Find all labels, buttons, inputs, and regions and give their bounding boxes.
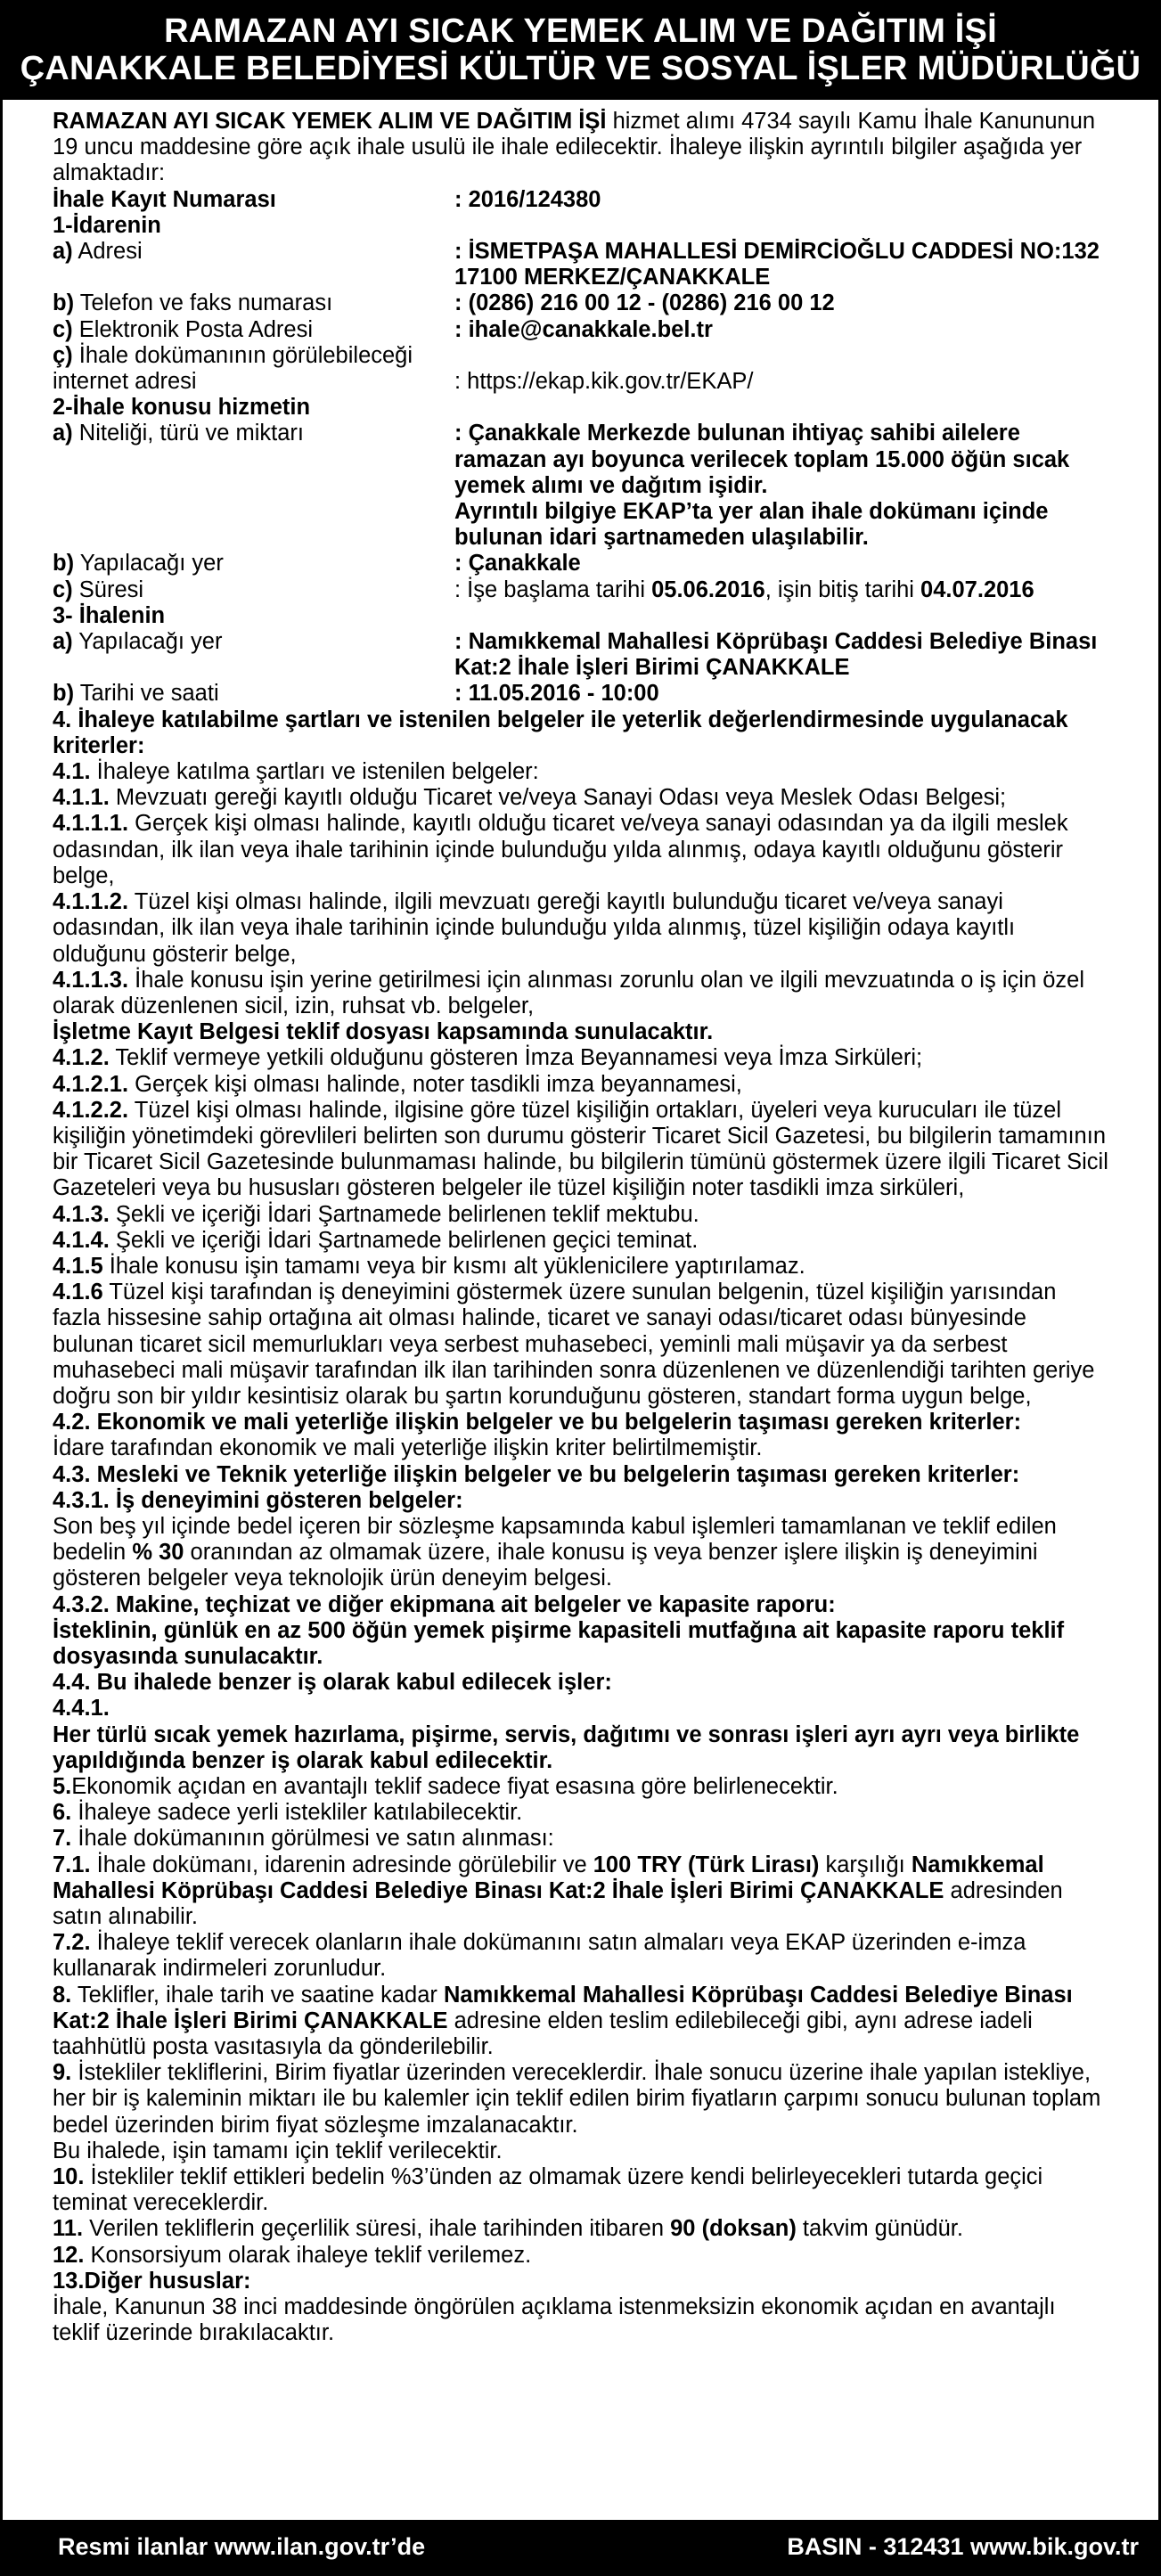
section-number: 6. (53, 1800, 72, 1826)
section-4-4-1-text: Her türlü sıcak yemek hazırlama, pişirme, servis, dağıtımı ve sonrası işleri ayrı ayrı veya birlikte yapıldığında benzer iş olarak kabul edilecektir. (53, 1721, 1080, 1773)
section-number: 4.1.5 (53, 1253, 103, 1279)
section-11 (53, 2216, 1108, 2242)
section-9-note: Bu ihalede, işin tamamı için teklif verilecektir. (53, 2138, 503, 2163)
idare-dokuman-text-2: internet adresi (53, 369, 197, 395)
idare-adres-label (53, 239, 454, 290)
ihale-heading: 3- İhalenin (53, 602, 166, 628)
konu-sure-text: Süresi (72, 577, 144, 602)
section-number: 4.1. (53, 759, 91, 785)
section-number: 11. (53, 2216, 84, 2242)
section-text: İhaleye katılma şartları ve istenilen belgeler: (90, 759, 539, 785)
section-text: adresinden satın alınabilir. (53, 1877, 1063, 1930)
section-text: Tüzel kişi olması halinde, ilgili mevzuatı gereği kayıtlı bulunduğu ticaret ve/veya sanayi odasından, ilk ilan veya ihale tarihinin içinde bulunduğu yılda alınmış, tüzel kişiliğin odaya kayıtlı olduğunu gösterir belge, (53, 889, 1016, 967)
section-4-1-3 (53, 1202, 1108, 1228)
section-4-3-2-text: İsteklinin, günlük en az 500 öğün yemek pişirme kapasiteli mutfağına ait kapasite raporu teklif dosyasında sunulacaktır. (53, 1617, 1065, 1669)
document-price: 100 TRY (Türk Lirası) (593, 1852, 820, 1877)
idare-tel-label (53, 290, 454, 316)
section-4-3-1-heading: 4.3.1. İş deneyimini gösteren belgeler: (53, 1487, 463, 1513)
section-number: 4.1.1.1. (53, 811, 129, 837)
section-number: 5. (53, 1774, 72, 1799)
section-number: 12. (53, 2242, 85, 2268)
idare-dokuman-label (53, 343, 454, 395)
section-text: Tüzel kişi tarafından iş deneyimini göstermek üzere sunulan belgenin, tüzel kişiliğin yarısından fazla hissesine sahip ortağına ait olması halinde, ticaret ve sanayi odası/ticaret odası bünyesinde bulunan ticaret sicil memurlukları veya serbest muhasebeci, yeminli mali müşavir ya da serbest muhasebeci mali müşavir tarafından ilk ilan tarihinden sonra düzenlenen ve düzenlendiği tarihten geriye doğru son bir yıldır kesintisiz olarak bu şartın korunduğunu gösteren, standart forma uygun belge, (53, 1280, 1095, 1409)
idare-tel-key: b) (53, 290, 75, 316)
konu-yer-value: : Çanakkale (454, 551, 581, 577)
ihale-yer-key: a) (53, 629, 73, 655)
section-text: Ekonomik açıdan en avantajlı teklif sadece fiyat esasına göre belirlenecektir. (71, 1774, 838, 1799)
section-number: 4.1.6 (53, 1280, 103, 1305)
idare-dokuman-key: ç) (53, 342, 73, 368)
section-text: Verilen tekliflerin geçerlilik süresi, ihale tarihinden itibaren (83, 2216, 671, 2242)
idare-eposta-text: Elektronik Posta Adresi (72, 316, 313, 342)
intro-bold: RAMAZAN AYI SICAK YEMEK ALIM VE DAĞITIM İŞİ (53, 109, 607, 134)
section-text: Gerçek kişi olması halinde, noter tasdikli imza beyannamesi, (128, 1071, 742, 1097)
section-4-1-6 (53, 1280, 1108, 1410)
section-number: 10. (53, 2164, 85, 2190)
section-4-4-1-heading: 4.4.1. (53, 1696, 110, 1721)
section-text: Teklifler, ihale tarih ve saatine kadar (71, 1982, 444, 2008)
intro-paragraph (53, 109, 1108, 187)
section-number: 7.2. (53, 1930, 91, 1956)
ihale-yer-label (53, 629, 454, 681)
idare-adres-value: : İSMETPAŞA MAHALLESİ DEMİRCİOĞLU CADDESİ NO:132 17100 MERKEZ/ÇANAKKALE (454, 239, 1100, 290)
section-7-1 (53, 1852, 1108, 1931)
konu-sure-key: c) (53, 577, 73, 602)
konu-sure-label (53, 577, 454, 603)
konu-nitelik-label (53, 421, 454, 551)
section-4-4-heading: 4.4. Bu ihalede benzer iş olarak kabul edilecek işler: (53, 1670, 612, 1696)
section-text: karşılığı (819, 1852, 912, 1877)
section-4-1-1 (53, 785, 1108, 811)
kayit-label: İhale Kayıt Numarası (53, 186, 276, 212)
idare-dokuman-value: : https://ekap.kik.gov.tr/EKAP/ (454, 369, 754, 395)
section-5 (53, 1774, 1108, 1800)
section-text: oranından az olmamak üzere, ihale konusu iş veya benzer işlere ilişkin iş deneyimini gösteren belgeler veya teknolojik ürün deneyim belgesi. (53, 1540, 1038, 1591)
section-number: 4.1.2. (53, 1045, 110, 1071)
section-text: İhale dokümanının görülmesi ve satın alınması: (71, 1826, 554, 1852)
section-text: Konsorsiyum olarak ihaleye teklif verilemez. (84, 2242, 532, 2268)
section-4-1-5 (53, 1254, 1108, 1280)
section-8 (53, 1983, 1108, 2061)
konu-nitelik-text: Niteliği, türü ve miktarı (72, 421, 305, 446)
konu-nitelik-value (454, 421, 1108, 551)
idare-tel-text: Telefon ve faks numarası (74, 290, 333, 316)
section-text: İhale konusu işin tamamı veya bir kısmı alt yüklenicilere yaptırılamaz. (102, 1253, 805, 1279)
section-13-heading: 13.Diğer hususlar: (53, 2268, 251, 2294)
konu-nitelik-value-1: : Çanakkale Merkezde bulunan ihtiyaç sahibi ailelere ramazan ayı boyunca verilecek toplam 15.000 öğün sıcak yemek alımı ve dağıtım işidir. (454, 421, 1070, 498)
ihale-yer-text: Yapılacağı yer (72, 629, 223, 655)
konu-nitelik-value-2: Ayrıntılı bilgiye EKAP’ta yer alan ihale dokümanı içinde bulunan idari şartnameden ulaşılabilir. (454, 499, 1049, 551)
section-text: İhale konusu işin yerine getirilmesi için alınması zorunlu olan ve ilgili mevzuatında o iş için özel olarak düzenlenen sicil, izin, ruhsat vb. belgeler, (53, 967, 1085, 1018)
section-text: Mevzuatı gereği kayıtlı olduğu Ticaret ve/veya Sanayi Odası veya Meslek Odası Belgesi; (109, 785, 1007, 811)
section-text: İstekliler tekliflerini, Birim fiyatlar üzerinden vereceklerdir. İhale sonucu üzerine ihale yapılan istekliye, her bir iş kaleminin miktarı ile bu kalemler için teklif edilen birim fiyatların çarpımı sonucu bulunan toplam bedel üzerinden birim fiyat sözleşme imzalanacaktır. (53, 2060, 1101, 2138)
idare-eposta-label (53, 317, 454, 343)
section-text: İhale dokümanı, idarenin adresinde görülebilir ve (90, 1852, 593, 1877)
section-13-text: İhale, Kanunun 38 inci maddesinde öngörülen açıklama istenmeksizin ekonomik açıdan en avantajlı teklif üzerinde bırakılacaktır. (53, 2294, 1056, 2346)
section-number: 9. (53, 2060, 72, 2086)
section-4-heading: 4. İhaleye katılabilme şartları ve istenilen belgeler ile yeterlik değerlendirmesinde uygulanacak kriterler: (53, 707, 1068, 758)
konu-yer-key: b) (53, 551, 75, 577)
ad-header (3, 0, 1158, 100)
section-text: İstekliler teklif ettikleri bedelin %3’ünden az olmamak üzere kendi belirleyecekleri tutarda geçici teminat vereceklerdir. (53, 2164, 1043, 2216)
section-number: 4.1.2.1. (53, 1071, 129, 1097)
header-title-line-2: ÇANAKKALE BELEDİYESİ KÜLTÜR VE SOSYAL İŞLER MÜDÜRLÜĞÜ (20, 50, 1141, 87)
idare-adres-text: Adresi (72, 239, 143, 265)
footer-left-text: Resmi ilanlar www.ilan.gov.tr’de (58, 2532, 426, 2560)
intro-text: hizmet alımı 4734 sayılı Kamu İhale Kanununun 19 uncu maddesine göre açık ihale usulü ile ihale edilecektir. İhaleye ilişkin ayrıntılı bilgiler aşağıda yer almaktadır: (53, 109, 1096, 186)
konu-sure-start-date: 05.06.2016 (651, 577, 765, 602)
section-text: Şekli ve içeriği İdari Şartnamede belirlenen geçici teminat. (109, 1227, 699, 1253)
konu-yer-text: Yapılacağı yer (74, 551, 224, 577)
ihale-tarih-text: Tarihi ve saati (74, 681, 219, 707)
section-10 (53, 2164, 1108, 2216)
section-4-3-2-heading: 4.3.2. Makine, teçhizat ve diğer ekipmana ait belgeler ve kapasite raporu: (53, 1591, 836, 1617)
section-text: Gerçek kişi olması halinde, kayıtlı olduğu ticaret ve/veya sanayi odasından ya da ilgili meslek odasından, ilk ilan veya ihale tarihinin içinde bulunduğu yılda alınmış, odaya kayıtlı olduğunu gösterir belge, (53, 811, 1068, 888)
kayit-value: : 2016/124380 (454, 186, 601, 212)
section-text: İhaleye teklif verecek olanların ihale dokümanını satın almaları veya EKAP üzerinden e-imza kullanarak indirmeleri zorunludur. (53, 1930, 1026, 1982)
section-number: 4.1.1.3. (53, 967, 129, 993)
section-number: 7.1. (53, 1852, 91, 1877)
idare-heading: 1-İdarenin (53, 212, 161, 238)
section-text: İhaleye sadece yerli istekliler katılabilecektir. (71, 1800, 523, 1826)
section-12 (53, 2243, 1108, 2269)
section-text: Son beş yıl içinde bedel içeren bir sözleşme kapsamında kabul işlemleri tamamlanan ve teklif edilen bedelin (53, 1513, 1057, 1566)
section-number: 4.1.2.2. (53, 1097, 129, 1123)
section-9 (53, 2060, 1108, 2138)
konu-yer-label (53, 551, 454, 577)
section-4-1-1-2 (53, 889, 1108, 968)
ad-body (3, 100, 1158, 2346)
section-4-1-2 (53, 1045, 1108, 1071)
konu-heading: 2-İhale konusu hizmetin (53, 395, 311, 421)
header-title-line-1: RAMAZAN AYI SICAK YEMEK ALIM VE DAĞITIM İŞİ (164, 12, 997, 50)
section-text: adresine elden teslim edilebileceği gibi, aynı adrese iadeli taahhütlü posta vasıtasıyla da gönderilebilir. (53, 2008, 1033, 2060)
section-number: 8. (53, 1982, 72, 2008)
section-4-1 (53, 759, 1108, 785)
konu-nitelik-key: a) (53, 421, 73, 446)
footer-right-text: BASIN - 312431 www.bik.gov.tr (787, 2532, 1139, 2560)
section-4-1-2-1 (53, 1072, 1108, 1098)
section-6 (53, 1800, 1108, 1826)
idare-tel-value: : (0286) 216 00 12 - (0286) 216 00 12 (454, 290, 835, 316)
section-4-3-1-text (53, 1514, 1108, 1592)
section-7 (53, 1826, 1108, 1852)
purchase-address: Namıkkemal Mahallesi Köprübaşı Caddesi Belediye Binası Kat:2 İhale İşleri Birimi ÇANAKKALE (53, 1852, 1044, 1903)
tender-details (53, 187, 1108, 707)
section-4-1-2-2 (53, 1098, 1108, 1202)
section-number: 4.1.4. (53, 1227, 110, 1253)
ihale-tarih-value: : 11.05.2016 - 10:00 (454, 681, 659, 707)
percentage-value: % 30 (132, 1540, 184, 1566)
section-text: Tüzel kişi olması halinde, ilgisine göre tüzel kişiliğin ortakları, üyeleri veya kurucuları ile tüzel kişiliğin yönetimdeki görevlileri belirten son durumu gösterir Ticaret Sicil Gazetesi, bu bilgilerin tamamının bir Ticaret Sicil Gazetesinde bulunmaması halinde, bu bilgilerin tümünü göstermek üzere ilgili Ticaret Sicil Gazeteleri veya bu hususları gösteren belgeler ile tüzel kişiliğin noter tasdikli imza sirküleri, (53, 1097, 1108, 1201)
idare-eposta-key: c) (53, 316, 73, 342)
section-text: Şekli ve içeriği İdari Şartnamede belirlenen teklif mektubu. (109, 1201, 699, 1227)
submission-address: Namıkkemal Mahallesi Köprübaşı Caddesi Belediye Binası Kat:2 İhale İşleri Birimi ÇANAKKALE (53, 1982, 1073, 2033)
section-number: 4.1.3. (53, 1201, 110, 1227)
section-4-1-1-1 (53, 811, 1108, 889)
section-7-2 (53, 1930, 1108, 1982)
section-number: 7. (53, 1826, 72, 1852)
ad-footer (3, 2520, 1158, 2573)
idare-dokuman-text-1: İhale dokümanının görülebileceği (72, 342, 413, 368)
section-number: 4.1.1. (53, 785, 110, 811)
section-text: Teklif vermeye yetkili olduğunu gösteren İmza Beyannamesi veya İmza Sirküleri; (109, 1045, 923, 1071)
section-4-1-1-3 (53, 968, 1108, 1019)
section-4-2-text: İdare tarafından ekonomik ve mali yeterliğe ilişkin kriter belirtilmemiştir. (53, 1435, 763, 1461)
validity-period: 90 (doksan) (670, 2216, 797, 2242)
konu-sure-start-label: : İşe başlama tarihi (454, 577, 652, 602)
konu-sure-end-date: 04.07.2016 (920, 577, 1034, 602)
konu-sure-value (454, 577, 1108, 603)
section-number: 4.1.1.2. (53, 889, 129, 915)
ihale-tarih-key: b) (53, 681, 75, 707)
section-4-2-heading: 4.2. Ekonomik ve mali yeterliğe ilişkin belgeler ve bu belgelerin taşıması gereken kriterler: (53, 1410, 1022, 1435)
konu-sure-end-label: , işin bitiş tarihi (764, 577, 921, 602)
section-4-3-heading: 4.3. Mesleki ve Teknik yeterliğe ilişkin belgeler ve bu belgelerin taşıması gereken kriterler: (53, 1461, 1020, 1487)
idare-eposta-value: : ihale@canakkale.bel.tr (454, 316, 713, 342)
ihale-tarih-label (53, 681, 454, 707)
ihale-yer-value: : Namıkkemal Mahallesi Köprübaşı Caddesi Belediye Binası Kat:2 İhale İşleri Birimi ÇANAKKALE (454, 629, 1098, 681)
section-4-1-4 (53, 1228, 1108, 1254)
idare-adres-key: a) (53, 239, 73, 265)
section-text: takvim günüdür. (796, 2216, 963, 2242)
isletme-note: İşletme Kayıt Belgesi teklif dosyası kapsamında sunulacaktır. (53, 1019, 714, 1045)
